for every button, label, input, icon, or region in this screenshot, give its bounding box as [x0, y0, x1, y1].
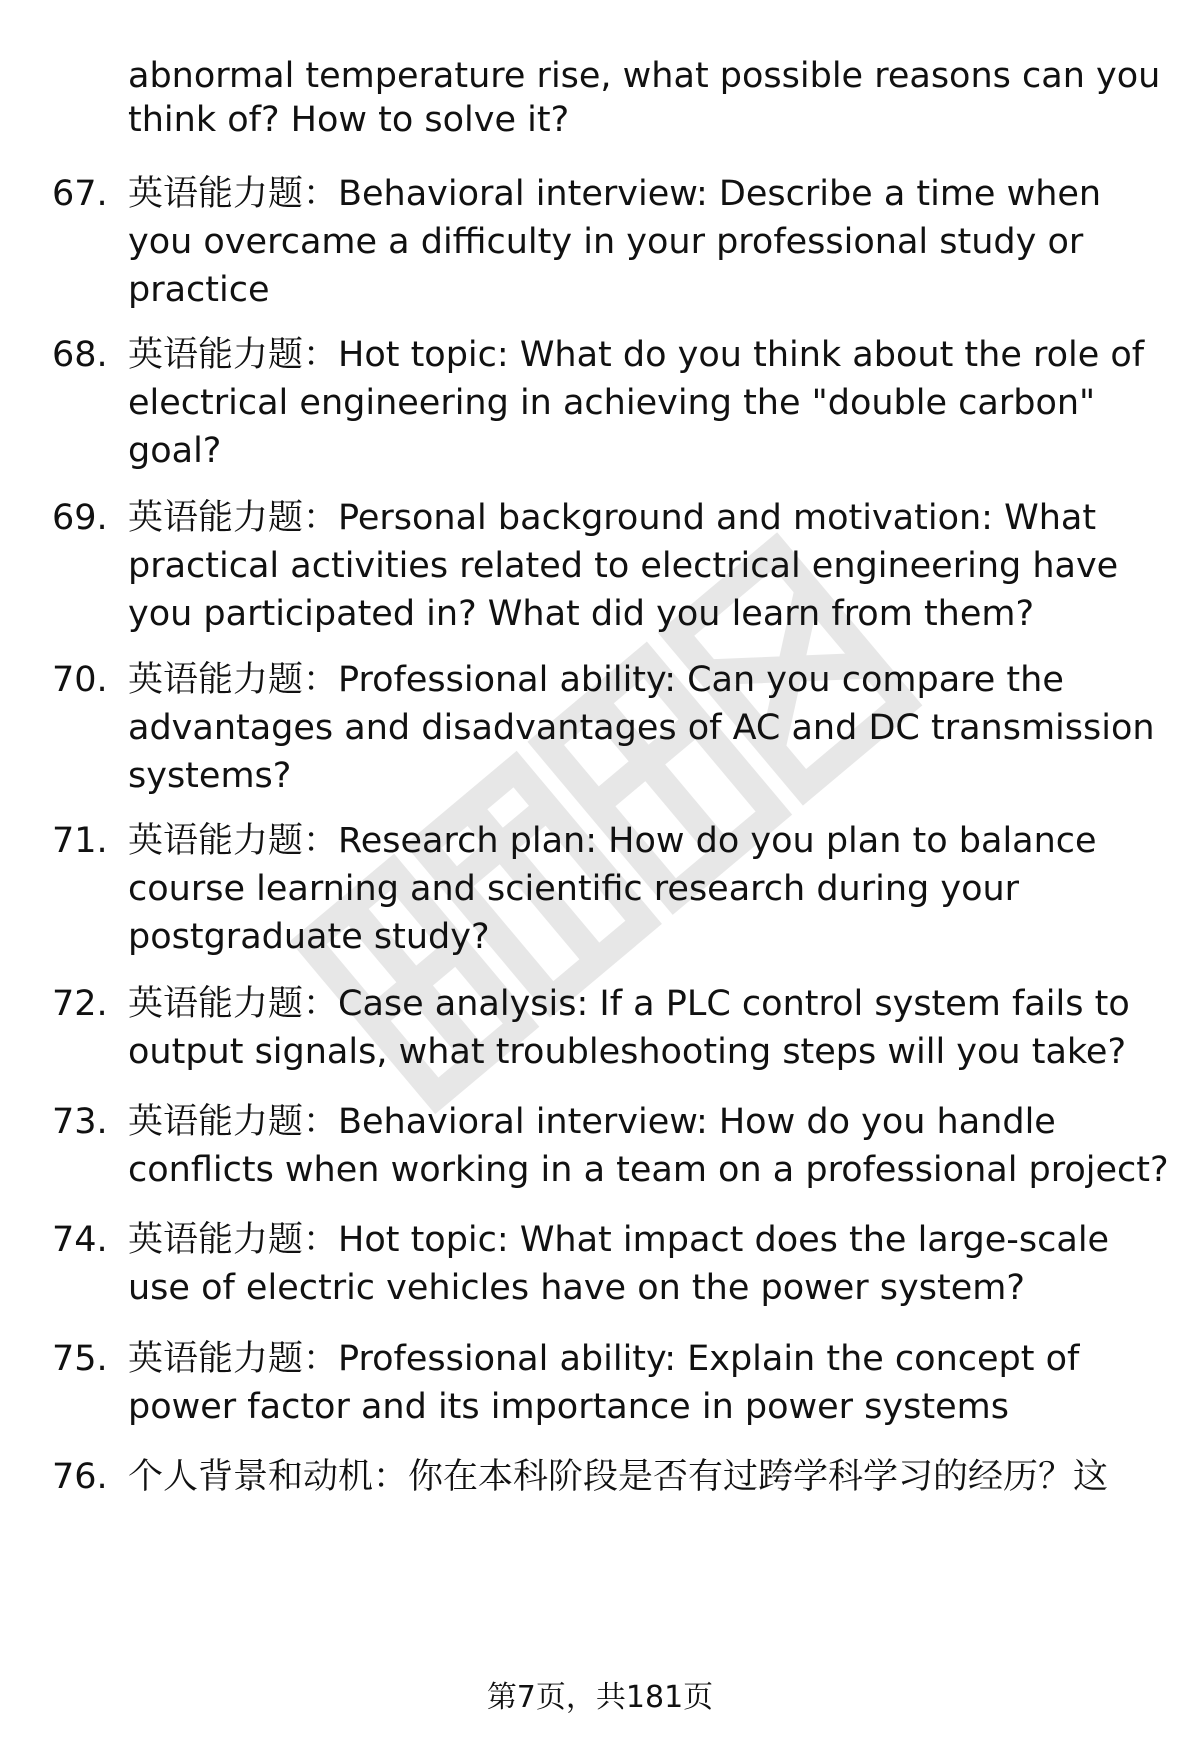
question-line: output signals, what troubleshooting steps will you take? [128, 1032, 1127, 1072]
question-line: course learning and scientific research during your [128, 869, 1020, 909]
question-line: 英语能力题：Professional ability: Explain the concept of [128, 1339, 1080, 1379]
page-footer: 第7页，共181页 [486, 1680, 714, 1715]
question-line: 英语能力题：Personal background and motivation: What [128, 498, 1097, 538]
question-line: use of electric vehicles have on the power system? [128, 1268, 1025, 1308]
question-line: power factor and its importance in power systems [128, 1387, 1009, 1427]
question-line: 英语能力题：Case analysis: If a PLC control system fails to [128, 984, 1130, 1024]
question-line: 英语能力题：Behavioral interview: How do you handle [128, 1102, 1056, 1142]
question-line: 英语能力题：Professional ability: Can you compare the [128, 660, 1064, 700]
question-line: postgraduate study? [128, 917, 490, 957]
continuation-line-2: think of? How to solve it? [128, 100, 570, 140]
question-number: 76. [52, 1457, 108, 1497]
question-number: 68. [52, 335, 108, 375]
question-number: 70. [52, 660, 108, 700]
question-line: electrical engineering in achieving the "double carbon" [128, 383, 1096, 423]
question-number: 67. [52, 174, 108, 214]
continuation-line-1: abnormal temperature rise, what possible reasons can you [128, 56, 1161, 96]
question-number: 69. [52, 498, 108, 538]
question-line: 个人背景和动机：你在本科阶段是否有过跨学科学习的经历？这 [128, 1457, 1109, 1497]
question-number: 71. [52, 821, 108, 861]
question-number: 72. [52, 984, 108, 1024]
question-line: 英语能力题：Hot topic: What do you think about the role of [128, 335, 1145, 375]
question-line: 英语能力题：Behavioral interview: Describe a time when [128, 174, 1102, 214]
question-line: advantages and disadvantages of AC and DC transmission [128, 708, 1155, 748]
question-number: 75. [52, 1339, 108, 1379]
question-line: systems? [128, 756, 292, 796]
question-line: 英语能力题：Research plan: How do you plan to balance [128, 821, 1097, 861]
question-line: you overcame a difficulty in your professional study or [128, 222, 1084, 262]
question-number: 73. [52, 1102, 108, 1142]
question-number: 74. [52, 1220, 108, 1260]
question-line: 英语能力题：Hot topic: What impact does the large-scale [128, 1220, 1110, 1260]
question-line: practical activities related to electrical engineering have [128, 546, 1119, 586]
question-line: you participated in? What did you learn from them? [128, 594, 1035, 634]
question-line: conflicts when working in a team on a professional project? [128, 1150, 1169, 1190]
question-line: goal? [128, 431, 222, 471]
question-line: practice [128, 270, 270, 310]
